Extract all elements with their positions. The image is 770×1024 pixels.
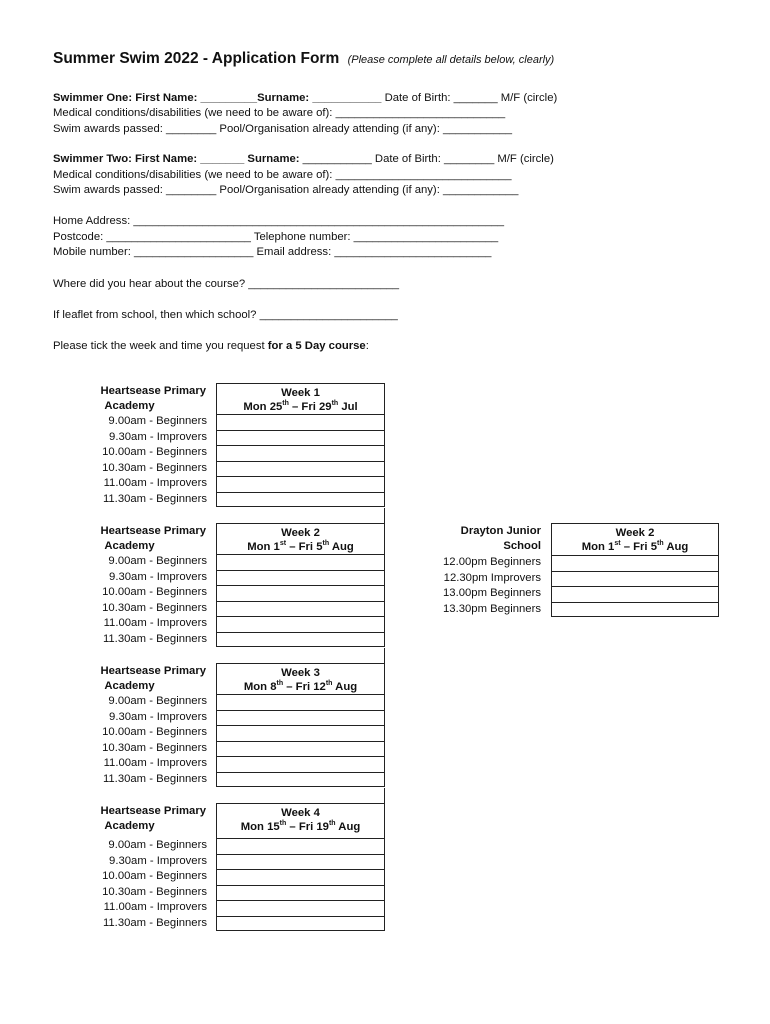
week3-box-tick-cell[interactable] <box>217 694 384 711</box>
box-connector-3 <box>384 788 385 804</box>
tick-instruction-suffix: : <box>365 340 369 352</box>
drayton-week2-box <box>551 523 719 617</box>
week2-box-date-end: Aug <box>329 541 354 553</box>
drayton-slot-label: 13.30pm Beginners <box>443 602 541 615</box>
week3-box-tick-cell[interactable] <box>217 710 384 727</box>
week2-box-date-d1: Mon 1 <box>247 541 280 553</box>
heartsease-week4-slot-label: 11.30am - Beginners <box>102 916 207 929</box>
heartsease-venue-2 <box>53 524 206 554</box>
swimmer-one-medical-line[interactable]: Medical conditions/disabilities (we need to be aware of): ___________________________ <box>53 107 506 119</box>
home-address-line[interactable]: Home Address: ___________________________________________________________ <box>53 215 505 227</box>
week4-box-date-end: Aug <box>335 821 361 833</box>
week2-box-tick-cell[interactable] <box>217 585 384 602</box>
week2-box-tick-cell[interactable] <box>217 570 384 587</box>
week3-box-tick-cell[interactable] <box>217 741 384 758</box>
swimmer-two-dob: ___________ Date of Birth: ________ M/F (circle) <box>299 153 554 165</box>
postcode-phone-line[interactable]: Postcode: _______________________ Telephone number: _______________________ <box>53 231 499 243</box>
week4-box-date-d1: Mon 15 <box>240 821 280 833</box>
heartsease-week4-slot-label: 10.00am - Beginners <box>102 870 207 882</box>
swimmer-one-name-line[interactable] <box>53 91 557 105</box>
drayton-week2-box-tick-cell[interactable] <box>552 586 718 603</box>
drayton-week2-box-tick-cell[interactable] <box>552 602 718 619</box>
week3-box-date-s1: th <box>276 680 284 688</box>
heartsease-week4-slot-label: 9.30am - Improvers <box>109 854 207 867</box>
heartsease-venue-3-line1: Heartsease Primary <box>100 665 206 677</box>
swimmer-two-awards-line[interactable]: Swim awards passed: ________ Pool/Organisation already attending (if any): ____________ <box>53 184 519 196</box>
week4-box-date-s1: th <box>279 820 287 828</box>
heartsease-week2-slot-label: 10.00am - Beginners <box>102 586 207 598</box>
week2-box-header <box>217 524 384 554</box>
heartsease-week4-slot-label: 11.00am - Improvers <box>103 901 207 913</box>
week4-box-tick-cell[interactable] <box>217 854 384 871</box>
week2-box-date-s1: st <box>279 540 287 548</box>
week1-box-tick-cell[interactable] <box>217 476 384 493</box>
form-title-text: Summer Swim 2022 - Application Form <box>53 50 340 67</box>
box-connector-2 <box>384 648 385 664</box>
drayton-slot-label: 12.30pm Improvers <box>443 571 541 584</box>
week1-box-date-d1: Mon 25 <box>243 401 283 413</box>
mobile-email-line[interactable]: Mobile number: ___________________ Email address: _________________________ <box>53 246 492 258</box>
week1-box-week-dates <box>217 400 384 414</box>
heartsease-week3-slot-label: 11.00am - Improvers <box>103 757 207 769</box>
box-connector-1 <box>384 508 385 524</box>
swimmer-one-dob: Date of Birth: _______ M/F (circle) <box>381 92 558 104</box>
heartsease-venue-1-line2: Academy <box>104 400 155 412</box>
week3-box-header <box>217 664 384 694</box>
week4-box-tick-cell[interactable] <box>217 869 384 886</box>
school-leaflet-line[interactable]: If leaflet from school, then which school? ______________________ <box>53 309 398 321</box>
heartsease-week2-slot-label: 10.30am - Beginners <box>102 601 207 614</box>
week3-box-date-mid: – Fri 12 <box>283 681 326 693</box>
drayton-week2-box-date-s1: st <box>614 540 621 548</box>
heartsease-week1-slot-label: 9.30am - Improvers <box>109 430 207 443</box>
week1-box-date-s1: th <box>282 400 289 408</box>
week4-box-week-title: Week 4 <box>281 807 320 819</box>
week3-box-week-title: Week 3 <box>281 667 320 679</box>
form-title <box>53 50 554 68</box>
week3-box-tick-cell[interactable] <box>217 772 384 789</box>
week1-box-tick-cell[interactable] <box>217 492 384 509</box>
week1-box-header <box>217 384 384 414</box>
swimmer-two-name-line[interactable] <box>53 152 554 166</box>
drayton-week2-box-week-dates <box>552 540 718 554</box>
week4-box-tick-cell[interactable] <box>217 885 384 902</box>
drayton-week2-box-tick-cell[interactable] <box>552 571 718 588</box>
week2-box-tick-cell[interactable] <box>217 554 384 571</box>
week1-box-date-s2: th <box>331 400 339 408</box>
heartsease-venue-4 <box>53 804 206 834</box>
week3-box <box>216 663 385 787</box>
week1-box-tick-cell[interactable] <box>217 430 384 447</box>
heartsease-week1-slot-label: 11.30am - Beginners <box>102 492 207 505</box>
swimmer-two-label: Swimmer Two: First Name: _______ Surname: <box>53 153 300 165</box>
drayton-venue-line2: School <box>503 540 541 552</box>
week4-box-date-s2: th <box>328 820 336 828</box>
tick-instruction <box>53 339 369 353</box>
week1-box-date-mid: – Fri 29 <box>288 401 332 413</box>
week2-box-week-title: Week 2 <box>281 527 320 539</box>
tick-instruction-bold: for a 5 Day course <box>267 340 366 352</box>
hear-about-line[interactable]: Where did you hear about the course? ________________________ <box>53 278 400 290</box>
week3-box-week-dates <box>217 680 384 694</box>
heartsease-venue-2-line1: Heartsease Primary <box>100 525 206 537</box>
heartsease-venue-1 <box>53 384 206 414</box>
drayton-slot-label: 12.00pm Beginners <box>443 556 541 568</box>
drayton-week2-box-header <box>552 524 718 554</box>
drayton-week2-box-date-d1: Mon 1 <box>581 541 615 553</box>
week1-box-tick-cell[interactable] <box>217 414 384 431</box>
drayton-week2-box-tick-cell[interactable] <box>552 555 718 572</box>
week2-box-tick-cell[interactable] <box>217 632 384 649</box>
heartsease-week1-slot-label: 10.00am - Beginners <box>102 446 207 458</box>
heartsease-week2-slot-label: 11.30am - Beginners <box>102 632 207 645</box>
week4-box-week-dates <box>217 820 384 834</box>
heartsease-week1-slot-label: 9.00am - Beginners <box>108 415 207 427</box>
week1-box-tick-cell[interactable] <box>217 461 384 478</box>
heartsease-week3-slot-label: 9.00am - Beginners <box>108 695 207 707</box>
week3-box-date-d1: Mon 8 <box>243 681 277 693</box>
heartsease-week3-slot-label: 11.30am - Beginners <box>102 772 207 785</box>
week1-box-tick-cell[interactable] <box>217 445 384 462</box>
drayton-week2-box-date-mid: – Fri 5 <box>620 541 657 553</box>
swimmer-one-awards-line[interactable]: Swim awards passed: ________ Pool/Organisation already attending (if any): ___________ <box>53 123 513 135</box>
heartsease-week1-slot-label: 11.00am - Improvers <box>103 477 207 489</box>
heartsease-week3-slot-label: 10.00am - Beginners <box>102 726 207 738</box>
week2-box-week-dates <box>217 540 384 554</box>
heartsease-venue-1-line1: Heartsease Primary <box>100 385 206 397</box>
heartsease-week2-slot-label: 11.00am - Improvers <box>103 617 207 629</box>
week1-box-week-title: Week 1 <box>281 387 320 399</box>
drayton-week2-box-date-end: Aug <box>663 541 689 553</box>
heartsease-week3-slot-label: 10.30am - Beginners <box>102 741 207 754</box>
week4-box <box>216 803 385 931</box>
week4-box-tick-cell[interactable] <box>217 916 384 933</box>
week4-box-tick-cell[interactable] <box>217 900 384 917</box>
drayton-week2-box-date-s2: th <box>657 540 664 548</box>
swimmer-two-medical-line[interactable]: Medical conditions/disabilities (we need to be aware of): ____________________________ <box>53 169 512 181</box>
heartsease-venue-3 <box>53 664 206 694</box>
week2-box-date-s2: th <box>322 540 330 548</box>
form-subtitle: (Please complete all details below, clearly) <box>347 54 555 66</box>
week2-box-tick-cell[interactable] <box>217 601 384 618</box>
heartsease-week2-slot-label: 9.00am - Beginners <box>108 555 207 567</box>
week4-box-date-mid: – Fri 19 <box>286 821 329 833</box>
drayton-venue-line1: Drayton Junior <box>460 525 541 537</box>
heartsease-week1-slot-label: 10.30am - Beginners <box>102 461 207 474</box>
week4-box-tick-cell[interactable] <box>217 838 384 855</box>
heartsease-venue-4-line1: Heartsease Primary <box>100 805 206 817</box>
swimmer-one-label: Swimmer One: First Name: _________Surname: ___________ <box>53 92 382 104</box>
tick-instruction-prefix: Please tick the week and time you request <box>53 340 268 352</box>
heartsease-week4-slot-label: 9.00am - Beginners <box>108 839 207 851</box>
week2-box-tick-cell[interactable] <box>217 616 384 633</box>
week3-box-tick-cell[interactable] <box>217 756 384 773</box>
week3-box-date-s2: th <box>325 680 333 688</box>
week4-box-header <box>217 804 384 834</box>
week2-box-date-mid: – Fri 5 <box>286 541 323 553</box>
heartsease-week4-slot-label: 10.30am - Beginners <box>102 885 207 898</box>
week1-box-date-end: Jul <box>338 401 358 413</box>
week1-box <box>216 383 385 507</box>
week3-box-date-end: Aug <box>332 681 358 693</box>
heartsease-venue-3-line2: Academy <box>104 680 155 692</box>
heartsease-venue-2-line2: Academy <box>104 540 155 552</box>
week3-box-tick-cell[interactable] <box>217 725 384 742</box>
drayton-slot-label: 13.00pm Beginners <box>443 587 541 599</box>
heartsease-week2-slot-label: 9.30am - Improvers <box>109 570 207 583</box>
heartsease-week3-slot-label: 9.30am - Improvers <box>109 710 207 723</box>
week2-box <box>216 523 385 647</box>
heartsease-venue-4-line2: Academy <box>104 820 155 832</box>
drayton-week2-box-week-title: Week 2 <box>615 527 655 539</box>
drayton-venue <box>400 524 541 554</box>
